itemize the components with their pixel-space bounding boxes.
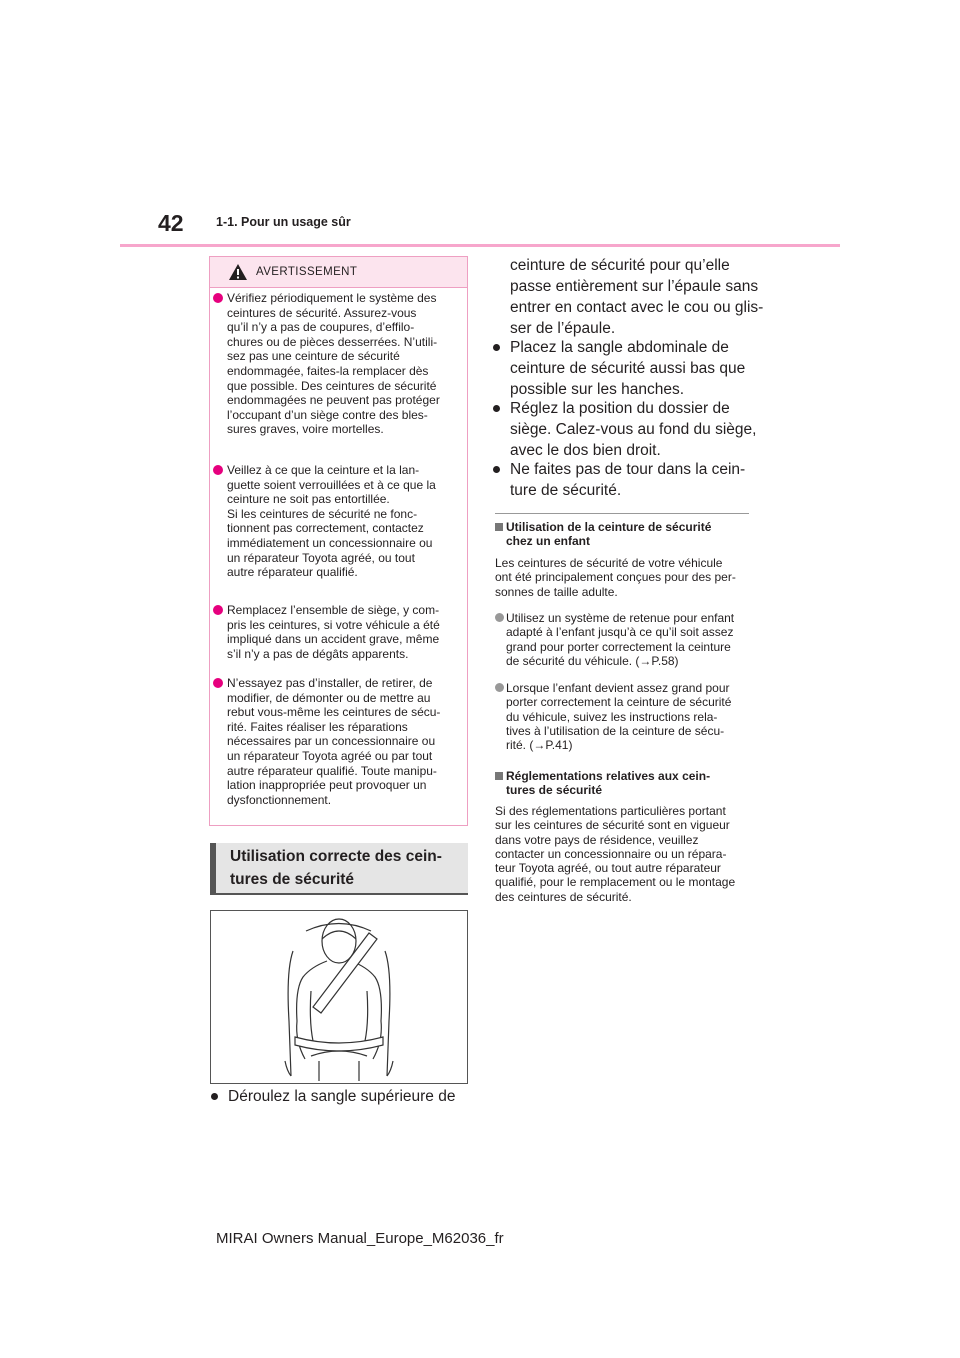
bullet-icon [213,605,223,615]
bullet-icon [495,613,504,622]
warning-box [209,256,468,826]
page-number: 42 [158,210,184,236]
warning-item-2: Veillez à ce que la ceinture et la lan- guette soient verrouillées et à ce que la ceinture ne soit pas entortillée. Si les ceintures de sécurité ne fonc- tionnent pas correctement, contactez immédiatement un concessionnaire ou un réparateur Toyota agréé, ou tout autre réparateur qualifié. [227,463,467,580]
bullet-icon [211,1093,218,1100]
bullet-icon [213,293,223,303]
child-section-title: Utilisation de la ceinture de sécurité chez un enfant [506,520,711,549]
warning-item-3: Remplacez l’ensemble de siège, y com- pris les ceintures, si votre véhicule a été impliqué dans un accident grave, même s’il n’y a pas de dégâts apparents. [227,603,467,661]
bullet-icon [495,683,504,692]
square-bullet-icon [495,772,503,780]
warning-triangle-icon [228,263,248,281]
child-bullet-2: Lorsque l’enfant devient assez grand pour porter correctement la ceinture de sécurité du véhicule, suivez les instructions rela- tives à l’utilisation de la ceinture de sécu- rité. (→P.41) [506,681,731,752]
section-heading [210,843,468,895]
heading-line-1: Utilisation correcte des cein- [230,848,442,865]
bullet-icon [213,465,223,475]
bullet-icon [213,678,223,688]
warning-header [210,257,467,288]
step-1-continued: ceinture de sécurité pour qu’elle passe entièrement sur l’épaule sans entrer en contact avec le cou ou glis- ser de l’épaule. [510,257,764,337]
regulations-title: Réglementations relatives aux cein- tures de sécurité [506,769,710,798]
square-bullet-icon [495,523,503,531]
child-intro: Les ceintures de sécurité de votre véhicule ont été principalement conçues pour des per- sonnes de taille adulte. [495,556,736,599]
child-bullet-1: Utilisez un système de retenue pour enfant adapté à l’enfant jusqu’à ce qu’il soit assez grand pour porter correctement la ceinture de sécurité du véhicule. (→P.58) [506,611,734,668]
step-2: Placez la sangle abdominale de ceinture de sécurité aussi bas que possible sur les hanches. [510,337,745,400]
warning-item-1: Vérifiez périodiquement le système des ceintures de sécurité. Assurez-vous qu’il n’y a pas de coupures, d’effilo- chures ou de pièces desserrées. N’utili- sez pas une ceinture de sécurité endommagée, faites-la remplacer dès que possible. Des ceintures de sécurité endommagées ne peuvent pas protéger l’occupant d’un siège contre des bles- sures graves, voire mortelles. [227,291,467,437]
step-1-start: Déroulez la sangle supérieure de [228,1086,455,1107]
header-rule [120,244,840,247]
section-title: 1-1. Pour un usage sûr [216,215,351,229]
seated-person-drawing [211,911,467,1083]
regulations-body: Si des réglementations particulières portant sur les ceintures de sécurité sont en vigueur dans votre pays de résidence, veuillez contacter un concessionnaire ou un répara- teur Toyota agréé, ou tout autre réparateur qualifié, pour le remplacement ou le montage des ceintures de sécurité. [495,804,736,904]
seatbelt-illustration [210,910,468,1084]
warning-item-4: N’essayez pas d’installer, de retirer, de modifier, de démonter ou de mettre au rebut vous-même les ceintures de sécu- rité. Faites réaliser les réparations nécessaires par un concessionnaire ou un réparateur Toyota agréé ou par tout autre réparateur qualifié. Toute manipu- lation inappropriée peut provoquer un dysfonctionnement. [227,676,467,807]
step-3: Réglez la position du dossier de siège. Calez-vous au fond du siège, avec le dos bien droit. [510,398,756,461]
footer-manual-id: MIRAI Owners Manual_Europe_M62036_fr [216,1230,504,1247]
heading-line-2: tures de sécurité [230,871,355,888]
step-4: Ne faites pas de tour dans la cein- ture de sécurité. [510,459,745,501]
bullet-icon [493,466,500,473]
warning-title: AVERTISSEMENT [256,266,358,278]
divider [495,513,749,514]
bullet-icon [493,344,500,351]
bullet-icon [493,405,500,412]
